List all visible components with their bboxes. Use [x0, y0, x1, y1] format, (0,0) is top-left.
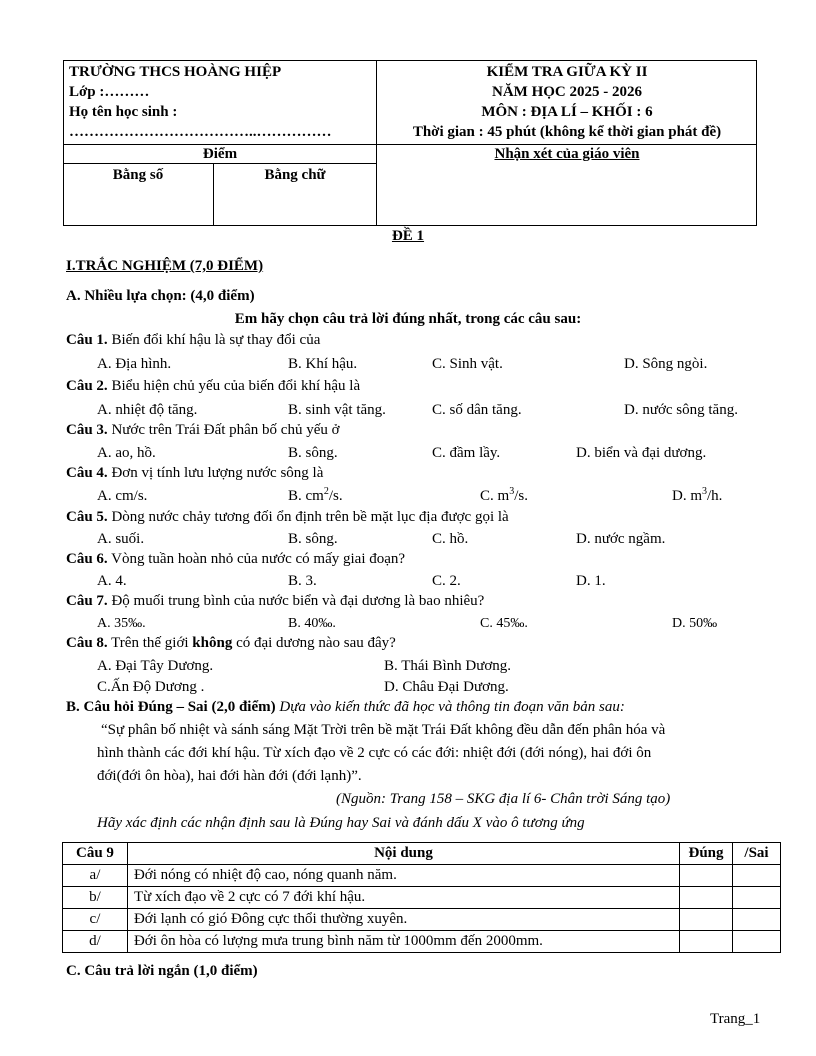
question-label: Câu 5. [66, 509, 108, 525]
partB-intro: Dựa vào kiến thức đã học và thông tin đoạn văn bản sau: [275, 699, 625, 715]
exam-code: ĐỀ 1 [391, 228, 425, 244]
row-content: Đới nóng có nhiệt độ cao, nóng quanh năm. [127, 865, 679, 887]
option-sup: 3 [509, 486, 515, 497]
table-row [63, 909, 781, 931]
q4-option-d [672, 486, 723, 504]
q7-option-c: C. 45‰. [480, 616, 528, 631]
q5-option-c: C. hồ. [432, 531, 469, 547]
student-name-label: Họ tên học sinh : [69, 104, 178, 120]
section1-title: I.TRẮC NGHIỆM (7,0 ĐIỂM) [66, 258, 264, 274]
page-number: Trang_1 [710, 1011, 761, 1027]
q2-option-c: C. số dân tăng. [432, 402, 522, 418]
question-1 [66, 333, 320, 348]
passage-line-3: đới(đới ôn hòa), hai đới hàn đới (đới lạnh)”. [97, 768, 362, 784]
option-text: B. cm [288, 488, 324, 504]
q7-option-d: D. 50‰ [672, 616, 718, 631]
question-text-post: có đại dương nào sau đây? [232, 635, 396, 651]
question-7 [66, 594, 484, 609]
school-year: NĂM HỌC 2025 - 2026 [492, 84, 642, 100]
question-text: Dòng nước chảy tương đối ổn định trên bề mặt lục địa được gọi là [107, 509, 509, 525]
row-content: Từ xích đạo về 2 cực có 7 đới khí hậu. [127, 887, 679, 909]
option-tail: /s. [514, 488, 528, 504]
header-divider-horizontal [63, 144, 757, 145]
exam-title: KIỂM TRA GIỮA KỲ II [486, 64, 648, 80]
q8-option-c: C.Ấn Độ Dương . [97, 679, 205, 695]
q6-option-d: D. 1. [576, 573, 606, 589]
question-5 [66, 510, 509, 525]
option-sup: 3 [702, 486, 707, 497]
q7-option-a: A. 35‰. [97, 616, 146, 631]
question-2 [66, 379, 360, 394]
q3-option-a: A. ao, hồ. [97, 445, 156, 461]
passage-line-1: “Sự phân bố nhiệt và sánh sáng Mặt Trời trên bề mặt Trái Đất không đều dẫn đến phân hóa và [101, 722, 666, 738]
q6-option-b: B. 3. [288, 573, 317, 589]
option-text: C. m [480, 488, 510, 504]
q2-option-d: D. nước sông tăng. [624, 402, 738, 418]
question-text: Vòng tuần hoàn nhỏ của nước có mấy giai đoạn? [107, 551, 406, 567]
partA-title: A. Nhiều lựa chọn: (4,0 điểm) [66, 288, 255, 304]
row-content: Đới ôn hòa có lượng mưa trung bình năm từ 1000mm đến 2000mm. [127, 931, 679, 953]
true-cell[interactable] [680, 887, 733, 909]
header-true: Đúng [680, 843, 733, 865]
score-words-label: Bằng chữ [264, 167, 326, 183]
false-cell[interactable] [733, 909, 781, 931]
q5-option-b: B. sông. [288, 531, 338, 547]
q1-option-b: B. Khí hậu. [288, 356, 358, 372]
q8-option-b: B. Thái Bình Dương. [384, 658, 512, 674]
question-3 [66, 423, 340, 438]
partB-heading [66, 700, 625, 715]
partB-title: B. Câu hỏi Đúng – Sai (2,0 điểm) [66, 699, 276, 715]
question-4 [66, 466, 323, 481]
question-text: Đơn vị tính lưu lượng nước sông là [107, 465, 324, 481]
row-label: a/ [63, 865, 128, 887]
option-sup: 2 [323, 486, 329, 497]
q3-option-d: D. biển và đại dương. [576, 445, 707, 461]
school-name: TRƯỜNG THCS HOÀNG HIỆP [69, 64, 282, 80]
false-cell[interactable] [733, 887, 781, 909]
score-label: Điểm [202, 146, 238, 162]
q1-option-a: A. Địa hình. [97, 356, 172, 372]
q4-option-c [480, 486, 528, 504]
true-cell[interactable] [680, 865, 733, 887]
question-text: Độ muối trung bình của nước biển và đại dương là bao nhiêu? [107, 593, 485, 609]
header-question: Câu 9 [63, 843, 128, 865]
table-row [63, 865, 781, 887]
q1-option-d: D. Sông ngòi. [624, 356, 708, 372]
table-row [63, 887, 781, 909]
student-name-dots: ………………………………..…………… [69, 124, 332, 140]
instruction: Em hãy chọn câu trả lời đúng nhất, trong các câu sau: [234, 311, 582, 327]
q4-option-a: A. cm/s. [97, 488, 148, 504]
row-label: b/ [63, 887, 128, 909]
question-label: Câu 3. [66, 422, 108, 438]
q7-option-b: B. 40‰. [288, 616, 336, 631]
q8-option-d: D. Châu Đại Dương. [384, 679, 509, 695]
passage-line-2: hình thành các đới khí hậu. Từ xích đạo về 2 cực có các đới: nhiệt đới (đới nóng), hai đới ôn [97, 745, 652, 761]
teacher-comment-label: Nhận xét của giáo viên [494, 146, 640, 162]
q1-option-c: C. Sinh vật. [432, 356, 503, 372]
option-text: D. m [672, 488, 702, 504]
passage-source: (Nguồn: Trang 158 – SKG địa lí 6- Chân trời Sáng tạo) [336, 791, 671, 807]
question-label: Câu 1. [66, 332, 108, 348]
question-label: Câu 6. [66, 551, 108, 567]
false-cell[interactable] [733, 931, 781, 953]
question-text: Biến đổi khí hậu là sự thay đổi của [107, 332, 321, 348]
question-label: Câu 8. [66, 635, 108, 651]
header-content: Nội dung [127, 843, 679, 865]
q3-option-b: B. sông. [288, 445, 338, 461]
q6-option-c: C. 2. [432, 573, 461, 589]
question-text: Biểu hiện chủ yếu của biến đổi khí hậu là [107, 378, 361, 394]
q2-option-a: A. nhiệt độ tăng. [97, 402, 198, 418]
header-false: /Sai [733, 843, 781, 865]
option-tail: /h. [707, 488, 723, 504]
row-content: Đới lạnh có gió Đông cực thổi thường xuyên. [127, 909, 679, 931]
score-number-label: Bằng số [112, 167, 164, 183]
row-label: c/ [63, 909, 128, 931]
row-label: d/ [63, 931, 128, 953]
question-text-pre: Trên thế giới [107, 635, 193, 651]
true-cell[interactable] [680, 931, 733, 953]
q6-option-a: A. 4. [97, 573, 127, 589]
question-text-bold: không [192, 635, 233, 651]
question-8 [66, 636, 396, 651]
question-6 [66, 552, 405, 567]
question-label: Câu 4. [66, 465, 108, 481]
q3-option-c: C. đầm lầy. [432, 445, 501, 461]
true-cell[interactable] [680, 909, 733, 931]
subject: MÔN : ĐỊA LÍ – KHỐI : 6 [481, 104, 653, 120]
q5-option-a: A. suối. [97, 531, 145, 547]
exam-time: Thời gian : 45 phút (không kể thời gian phát đề) [412, 124, 722, 140]
partB-task: Hãy xác định các nhận định sau là Đúng hay Sai và đánh dấu X vào ô tương ứng [97, 815, 585, 831]
q5-option-d: D. nước ngầm. [576, 531, 666, 547]
partC-title: C. Câu trả lời ngắn (1,0 điểm) [66, 963, 258, 979]
table-header-row [63, 843, 781, 865]
option-tail: /s. [328, 488, 343, 504]
q8-option-a: A. Đại Tây Dương. [97, 658, 214, 674]
false-cell[interactable] [733, 865, 781, 887]
question-label: Câu 7. [66, 593, 108, 609]
question-text: Nước trên Trái Đất phân bố chủ yếu ở [107, 422, 340, 438]
q2-option-b: B. sinh vật tăng. [288, 402, 386, 418]
class-label: Lớp :……… [69, 84, 150, 100]
score-divider-horizontal [63, 163, 377, 164]
table-row [63, 931, 781, 953]
question-label: Câu 2. [66, 378, 108, 394]
true-false-table [62, 842, 781, 953]
q4-option-b [288, 486, 343, 504]
